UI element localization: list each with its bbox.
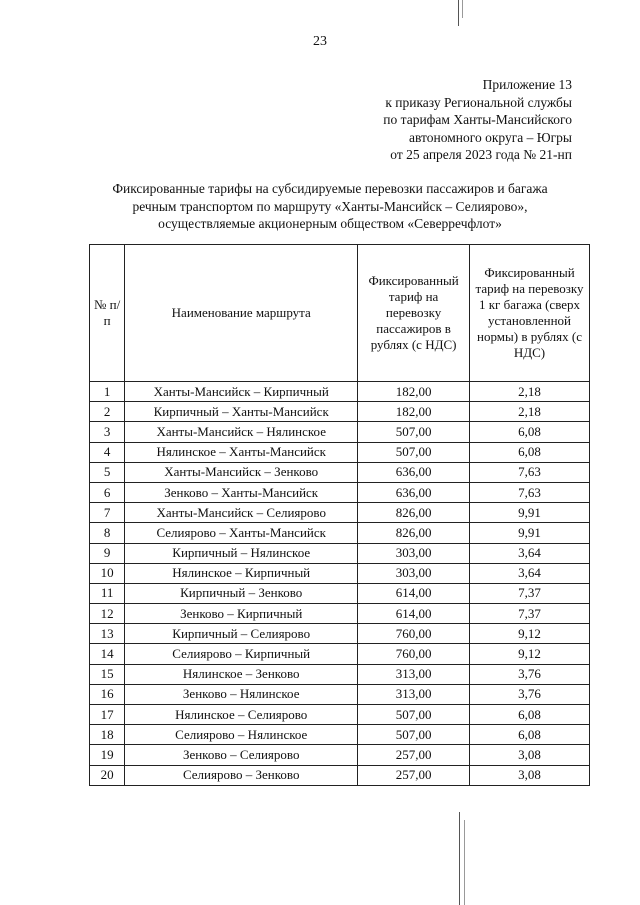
header-passenger-tariff: Фиксированный тариф на перевозку пассажиров в рублях (с НДС) (358, 245, 470, 382)
row-route: Селиярово – Кирпичный (125, 644, 358, 664)
row-passenger-tariff: 313,00 (358, 684, 470, 704)
row-baggage-tariff: 7,63 (470, 482, 590, 502)
row-number: 9 (90, 543, 125, 563)
row-number: 2 (90, 402, 125, 422)
appendix-line: Приложение 13 (482, 77, 572, 92)
row-route: Кирпичный – Селиярово (125, 624, 358, 644)
appendix-line: по тарифам Ханты-Мансийского (383, 112, 572, 127)
row-baggage-tariff: 6,08 (470, 422, 590, 442)
row-number: 3 (90, 422, 125, 442)
row-route: Зенково – Ханты-Мансийск (125, 482, 358, 502)
row-number: 6 (90, 482, 125, 502)
table-row (90, 583, 590, 603)
row-baggage-tariff: 6,08 (470, 442, 590, 462)
row-passenger-tariff: 507,00 (358, 442, 470, 462)
appendix-line: к приказу Региональной службы (385, 94, 572, 110)
row-route: Селиярово – Зенково (125, 765, 358, 785)
row-baggage-tariff: 9,12 (470, 644, 590, 664)
row-passenger-tariff: 303,00 (358, 563, 470, 583)
header-baggage-tariff: Фиксированный тариф на перевозку 1 кг багажа (сверх установленной нормы) в рублях (с НДС) (470, 245, 590, 382)
scan-artifact-bottom (459, 812, 460, 905)
row-number: 15 (90, 664, 125, 684)
title-line: речным транспортом по маршруту «Ханты-Мансийск – Селиярово», (132, 198, 528, 214)
header-route: Наименование маршрута (125, 245, 358, 382)
row-number: 5 (90, 462, 125, 482)
table-row (90, 442, 590, 462)
row-baggage-tariff: 6,08 (470, 725, 590, 745)
row-route: Ханты-Мансийск – Кирпичный (125, 382, 358, 402)
row-route: Ханты-Мансийск – Нялинское (125, 422, 358, 442)
row-baggage-tariff: 3,76 (470, 684, 590, 704)
row-number: 14 (90, 644, 125, 664)
row-baggage-tariff: 7,37 (470, 583, 590, 603)
table-row (90, 523, 590, 543)
row-number: 8 (90, 523, 125, 543)
table-header-row (90, 245, 590, 382)
row-passenger-tariff: 303,00 (358, 543, 470, 563)
row-number: 10 (90, 563, 125, 583)
row-passenger-tariff: 614,00 (358, 604, 470, 624)
row-route: Селиярово – Нялинское (125, 725, 358, 745)
row-baggage-tariff: 3,64 (470, 543, 590, 563)
row-baggage-tariff: 6,08 (470, 705, 590, 725)
row-baggage-tariff: 3,76 (470, 664, 590, 684)
row-passenger-tariff: 257,00 (358, 765, 470, 785)
row-number: 18 (90, 725, 125, 745)
row-passenger-tariff: 636,00 (358, 462, 470, 482)
title-line: Фиксированные тарифы на субсидируемые перевозки пассажиров и багажа (112, 181, 548, 196)
appendix-block (383, 76, 572, 164)
title-line: осуществляемые акционерным обществом «Северречфлот» (158, 216, 502, 231)
row-passenger-tariff: 507,00 (358, 725, 470, 745)
row-route: Зенково – Нялинское (125, 684, 358, 704)
row-passenger-tariff: 826,00 (358, 523, 470, 543)
table-row (90, 482, 590, 502)
row-baggage-tariff: 2,18 (470, 382, 590, 402)
page-number: 23 (313, 34, 327, 49)
row-route: Зенково – Селиярово (125, 745, 358, 765)
row-passenger-tariff: 614,00 (358, 583, 470, 603)
row-route: Ханты-Мансийск – Зенково (125, 462, 358, 482)
row-passenger-tariff: 257,00 (358, 745, 470, 765)
row-number: 12 (90, 604, 125, 624)
table-row (90, 664, 590, 684)
table-row (90, 624, 590, 644)
row-passenger-tariff: 826,00 (358, 503, 470, 523)
appendix-line: от 25 апреля 2023 года № 21-нп (390, 147, 572, 162)
table-row (90, 684, 590, 704)
row-baggage-tariff: 3,64 (470, 563, 590, 583)
row-route: Нялинское – Селиярово (125, 705, 358, 725)
row-route: Кирпичный – Ханты-Мансийск (125, 402, 358, 422)
row-baggage-tariff: 3,08 (470, 745, 590, 765)
row-passenger-tariff: 182,00 (358, 382, 470, 402)
row-baggage-tariff: 2,18 (470, 402, 590, 422)
table-body (90, 382, 590, 786)
row-route: Нялинское – Кирпичный (125, 563, 358, 583)
row-route: Ханты-Мансийск – Селиярово (125, 503, 358, 523)
row-route: Кирпичный – Нялинское (125, 543, 358, 563)
scan-artifact-top (458, 0, 459, 26)
row-passenger-tariff: 760,00 (358, 624, 470, 644)
table-row (90, 382, 590, 402)
row-route: Селиярово – Ханты-Мансийск (125, 523, 358, 543)
row-baggage-tariff: 9,91 (470, 523, 590, 543)
row-baggage-tariff: 9,12 (470, 624, 590, 644)
row-baggage-tariff: 7,63 (470, 462, 590, 482)
table-row (90, 705, 590, 725)
row-number: 1 (90, 382, 125, 402)
table-row (90, 604, 590, 624)
row-number: 7 (90, 503, 125, 523)
row-passenger-tariff: 760,00 (358, 644, 470, 664)
tariff-table (89, 244, 590, 786)
table-row (90, 765, 590, 785)
row-baggage-tariff: 7,37 (470, 604, 590, 624)
row-baggage-tariff: 3,08 (470, 765, 590, 785)
row-number: 4 (90, 442, 125, 462)
table-row (90, 422, 590, 442)
row-number: 11 (90, 583, 125, 603)
row-passenger-tariff: 507,00 (358, 705, 470, 725)
table-row (90, 462, 590, 482)
appendix-line: автономного округа – Югры (409, 129, 572, 145)
row-number: 19 (90, 745, 125, 765)
row-number: 17 (90, 705, 125, 725)
row-route: Нялинское – Зенково (125, 664, 358, 684)
row-number: 20 (90, 765, 125, 785)
scan-artifact-top-2 (462, 0, 463, 18)
table-row (90, 402, 590, 422)
row-passenger-tariff: 313,00 (358, 664, 470, 684)
row-number: 16 (90, 684, 125, 704)
row-passenger-tariff: 636,00 (358, 482, 470, 502)
table-row (90, 644, 590, 664)
row-number: 13 (90, 624, 125, 644)
scan-artifact-bottom-2 (464, 820, 465, 905)
table-row (90, 745, 590, 765)
table-row (90, 503, 590, 523)
document-title (70, 180, 590, 233)
row-passenger-tariff: 182,00 (358, 402, 470, 422)
row-baggage-tariff: 9,91 (470, 503, 590, 523)
row-route: Нялинское – Ханты-Мансийск (125, 442, 358, 462)
table-row (90, 543, 590, 563)
row-passenger-tariff: 507,00 (358, 422, 470, 442)
row-route: Зенково – Кирпичный (125, 604, 358, 624)
table-row (90, 563, 590, 583)
header-number: № п/п (90, 245, 125, 382)
table-row (90, 725, 590, 745)
row-route: Кирпичный – Зенково (125, 583, 358, 603)
